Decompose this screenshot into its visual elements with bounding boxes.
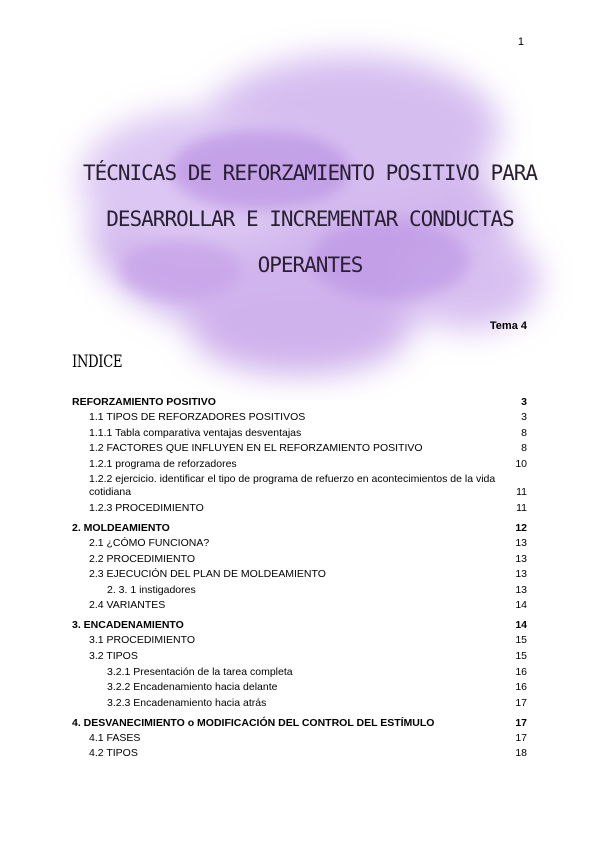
toc-entry[interactable]: 1.1 TIPOS DE REFORZADORES POSITIVOS 3 [89,411,527,423]
toc-entry[interactable]: 3.2 TIPOS 15 [89,649,527,662]
toc-entry[interactable]: 3.1 PROCEDIMIENTO 15 [89,634,527,647]
toc-entry[interactable]: 3. ENCADENAMIENTO 14 [72,619,527,632]
toc-entry[interactable]: REFORZAMIENTO POSITIVO 3 [72,396,527,408]
toc-entry[interactable]: 1.2.3 PROCEDIMIENTO 11 [89,501,527,514]
title-line-1: TÉCNICAS DE REFORZAMIENTO POSITIVO PARA [82,161,538,185]
title-line-3: OPERANTES [257,253,363,277]
tema-label: Tema 4 [489,320,527,332]
toc-entry[interactable]: 1.2.1 programa de reforzadores 10 [89,457,527,470]
toc-entry[interactable]: 1.1.1 Tabla comparativa ventajas desventajas 8 [89,426,527,439]
toc-entry[interactable]: 4.2 TIPOS 18 [89,747,527,760]
toc-entry[interactable]: 4.1 FASES 17 [89,731,527,744]
title-line-2: DESARROLLAR E INCREMENTAR CONDUCTAS [106,207,514,231]
toc-entry[interactable]: 2.1 ¿CÓMO FUNCIONA? 13 [89,536,527,549]
toc-entry[interactable]: 4. DESVANECIMIENTO o MODIFICACIÓN DEL CONTROL DEL ESTÍMULO 17 [72,716,527,729]
toc-entry[interactable]: 2.3 EJECUCIÓN DEL PLAN DE MOLDEAMIENTO 13 [89,568,527,581]
document-title [60,150,560,288]
toc-entry[interactable]: 2. MOLDEAMIENTO 12 [72,521,527,534]
toc-entry[interactable]: 1.2 FACTORES QUE INFLUYEN EN EL REFORZAMIENTO POSITIVO 8 [89,442,527,455]
indice-heading: INDICE [72,352,123,372]
page-number: 1 [517,36,524,48]
toc-entry[interactable]: 3.2.3 Encadenamiento hacia atrás 17 [107,696,527,709]
toc-entry[interactable]: 2.2 PROCEDIMIENTO 13 [89,552,527,565]
toc-entry[interactable]: 1.2.2 ejercicio. identificar el tipo de programa de refuerzo en acontecimientos de la vida cotidiana 11 [89,473,527,499]
toc-entry[interactable]: 3.2.2 Encadenamiento hacia delante 16 [107,681,527,694]
toc-entry[interactable]: 2.4 VARIANTES 14 [89,599,527,612]
toc-entry[interactable]: 2. 3. 1 instigadores 13 [107,583,527,596]
table-of-contents [72,396,527,763]
toc-entry[interactable]: 3.2.1 Presentación de la tarea completa 16 [107,665,527,678]
